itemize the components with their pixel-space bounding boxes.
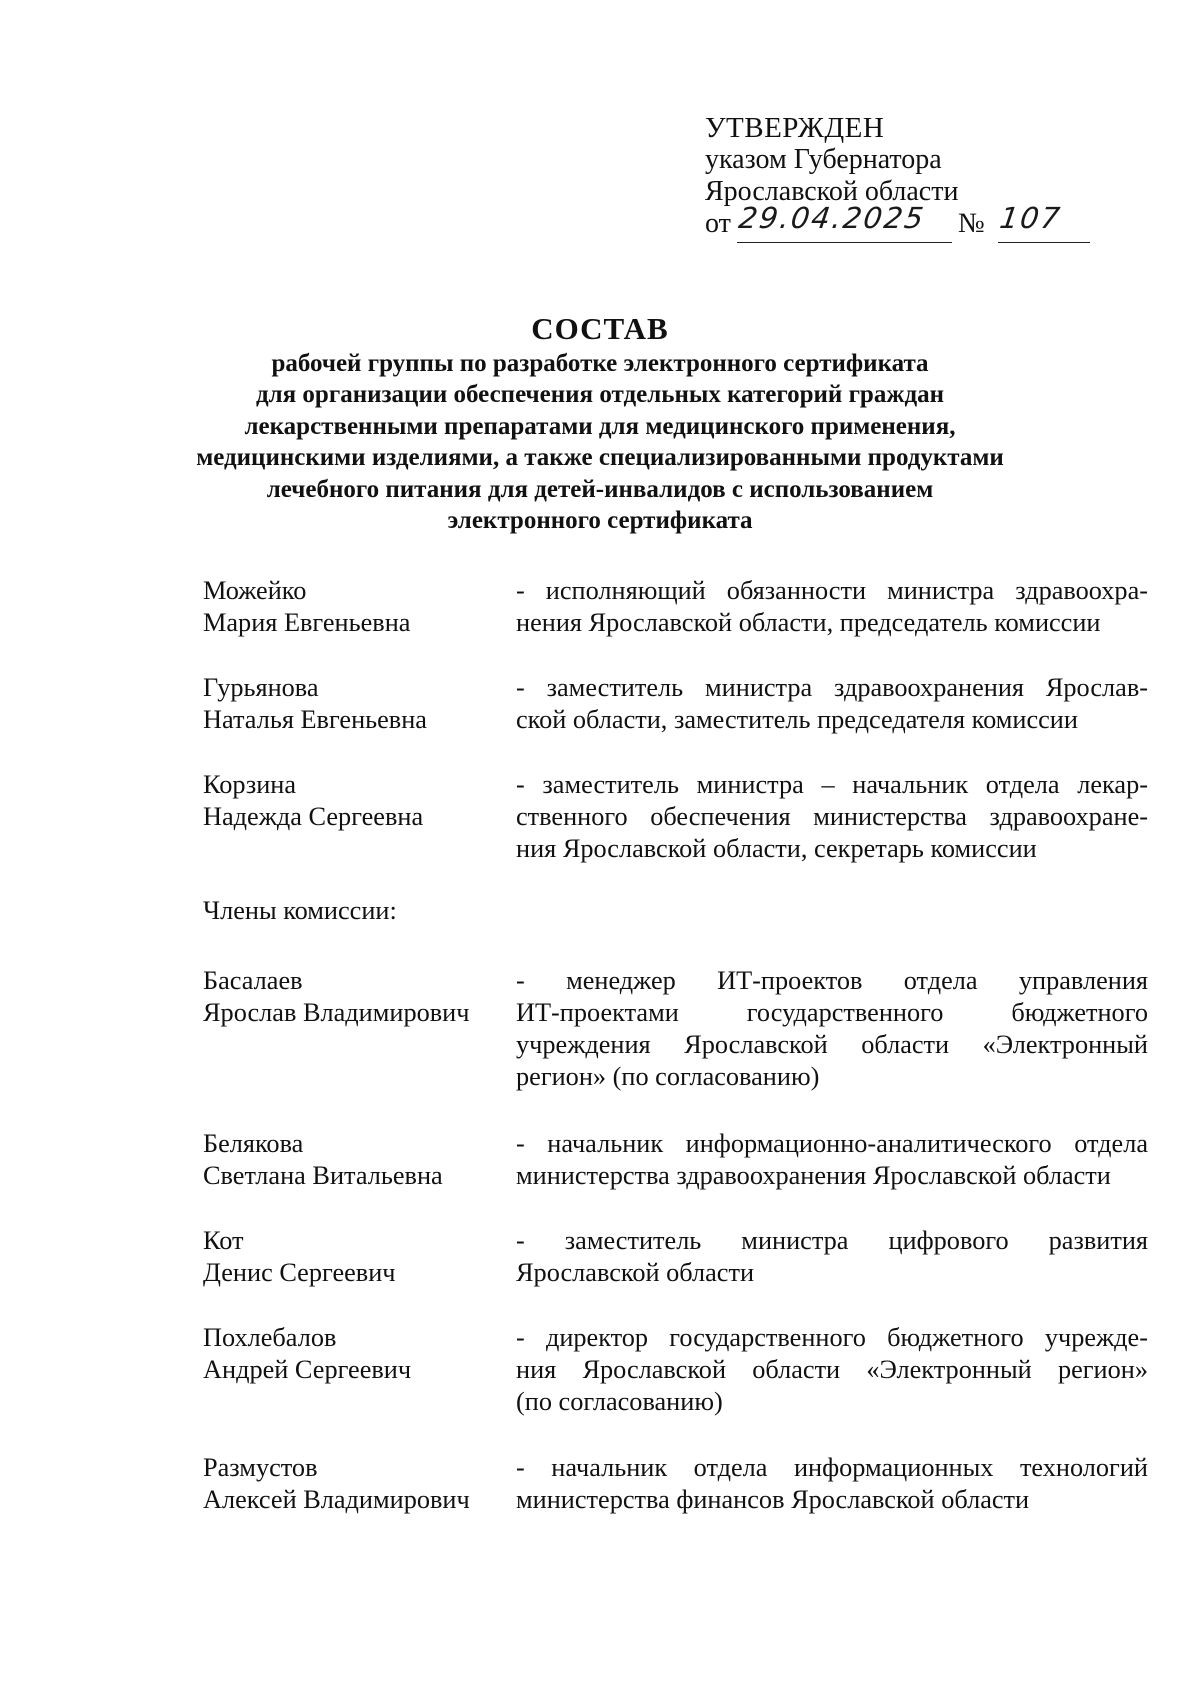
position-line: ственного обеспечения министерства здравоохране-	[516, 802, 1148, 831]
person-position	[516, 1322, 1148, 1418]
person-name	[203, 1225, 503, 1289]
person-position	[516, 575, 1148, 639]
person-name	[203, 575, 503, 639]
number-sign-label: №	[958, 208, 985, 239]
subtitle-line: рабочей группы по разработке электронного сертификата	[271, 350, 929, 377]
person-position	[516, 965, 1148, 1093]
person-position	[516, 1128, 1148, 1192]
position-line: министерства здравоохранения Ярославской области	[516, 1161, 1111, 1190]
position-line: - заместитель министра цифрового развития	[516, 1226, 1148, 1255]
person-given-names: Мария Евгеньевна	[203, 608, 411, 637]
position-line: - заместитель министра здравоохранения Ярослав-	[516, 673, 1148, 702]
position-line: регион» (по согласованию)	[516, 1062, 820, 1091]
members-label: Члены комиссии:	[203, 896, 397, 925]
person-position	[516, 672, 1148, 736]
person-surname: Гурьянова	[203, 673, 319, 702]
person-surname: Похлебалов	[203, 1323, 337, 1352]
decree-label: указом Губернатора	[705, 144, 942, 175]
position-line: учреждения Ярославской области «Электронный	[516, 1030, 1148, 1059]
approved-label: УТВЕРЖДЕН	[705, 112, 885, 144]
person-surname: Кот	[203, 1226, 244, 1255]
position-line: нения Ярославской области, председатель комиссии	[516, 608, 1101, 637]
approval-stamp-block	[705, 112, 1105, 242]
position-line: министерства финансов Ярославской области	[516, 1485, 1030, 1514]
position-line: ния Ярославской области, секретарь комиссии	[516, 834, 1037, 863]
document-title: СОСТАВ	[531, 311, 669, 346]
handwritten-date: 29.04.2025	[736, 201, 928, 235]
position-line: ния Ярославской области «Электронный регион»	[516, 1355, 1148, 1384]
from-label: от	[705, 208, 731, 239]
person-surname: Размустов	[203, 1453, 318, 1482]
person-given-names: Светлана Витальевна	[203, 1161, 443, 1190]
position-line: - начальник информационно-аналитического отдела	[516, 1129, 1148, 1158]
position-line: Ярославской области	[516, 1258, 755, 1287]
subtitle-line: медицинскими изделиями, а также специализированными продуктами	[196, 444, 1004, 472]
person-given-names: Андрей Сергеевич	[203, 1355, 412, 1384]
person-name	[203, 965, 503, 1029]
subtitle-line: электронного сертификата	[447, 507, 753, 535]
position-line: ИТ-проектами государственного бюджетного	[516, 998, 1148, 1027]
handwritten-number: 107	[997, 201, 1064, 235]
person-given-names: Денис Сергеевич	[203, 1258, 396, 1287]
position-line: (по согласованию)	[516, 1387, 723, 1416]
date-number-line	[705, 201, 1105, 242]
date-field	[736, 201, 952, 243]
document-heading	[150, 310, 1050, 536]
person-given-names: Наталья Евгеньевна	[203, 705, 427, 734]
person-position	[516, 769, 1148, 865]
person-name	[203, 769, 503, 833]
position-line: - исполняющий обязанности министра здравоохра-	[516, 576, 1148, 605]
position-line: ской области, заместитель председателя комиссии	[516, 705, 1078, 734]
person-given-names: Надежда Сергеевна	[203, 802, 424, 831]
person-surname: Можейко	[203, 576, 307, 605]
position-line: - директор государственного бюджетного учрежде-	[516, 1323, 1148, 1352]
person-name	[203, 1322, 503, 1386]
position-line: - заместитель министра – начальник отдела лекар-	[516, 770, 1148, 799]
person-position	[516, 1225, 1148, 1289]
subtitle-line: лечебного питания для детей-инвалидов с использованием	[266, 475, 934, 503]
person-position	[516, 1452, 1148, 1516]
subtitle-line: для организации обеспечения отдельных категорий граждан	[255, 381, 944, 409]
person-surname: Белякова	[203, 1129, 304, 1158]
region-label: Ярославской области	[705, 176, 959, 207]
subtitle-line: лекарственными препаратами для медицинского применения,	[244, 412, 956, 440]
position-line: - менеджер ИТ-проектов отдела управления	[516, 966, 1148, 995]
person-given-names: Ярослав Владимирович	[203, 998, 470, 1027]
person-surname: Басалаев	[203, 966, 303, 995]
person-name	[203, 1452, 503, 1516]
position-line: - начальник отдела информационных технологий	[516, 1453, 1148, 1482]
person-surname: Корзина	[203, 770, 297, 799]
person-name	[203, 1128, 503, 1192]
person-given-names: Алексей Владимирович	[203, 1485, 470, 1514]
number-field	[997, 201, 1090, 243]
person-name	[203, 672, 503, 736]
